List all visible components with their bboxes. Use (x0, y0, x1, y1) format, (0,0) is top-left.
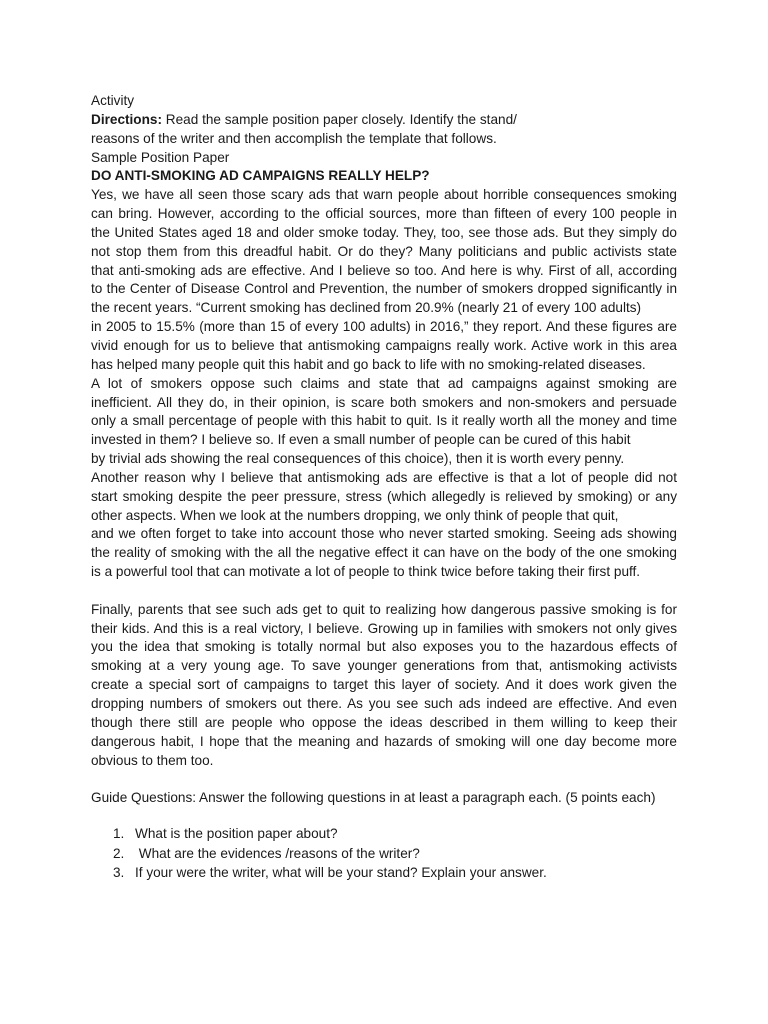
paragraph-line: can bring. However, according to the official sources, more than fifteen of every 100 people in (91, 206, 677, 222)
paragraph-line: the recent years. “Current smoking has declined from 20.9% (nearly 21 of every 100 adults) (91, 300, 642, 316)
paragraph-line: is a powerful tool that can motivate a lot of people to think twice before taking their first puff. (91, 564, 641, 580)
paragraph-line: smoking at a very young age. To save younger generations from that, antismoking activists (91, 658, 677, 674)
paragraph-line: to the Center of Disease Control and Prevention, the number of smokers dropped significantly in (91, 281, 677, 297)
paragraph-line: inefficient. All they do, in their opinion, is scare both smokers and non-smokers and persuade (91, 394, 677, 410)
list-item (91, 824, 677, 844)
paragraph-spacer (91, 582, 677, 601)
paragraph-line: A lot of smokers oppose such claims and state that ad campaigns against smoking are (91, 375, 677, 391)
directions-label: Directions: (91, 111, 163, 127)
paragraph-spacer (91, 770, 677, 789)
question-text: If your were the writer, what will be your stand? Explain your answer. (135, 865, 547, 881)
question-text: What is the position paper about? (135, 826, 338, 842)
paragraph-line: in 2005 to 15.5% (more than 15 of every 100 adults) in 2016,” they report. And these figures are (91, 319, 677, 335)
question-number: 1. (113, 826, 125, 842)
directions-line-1 (91, 111, 677, 130)
list-item (91, 863, 677, 883)
paragraph-line: Another reason why I believe that antismoking ads are effective is that a lot of people did not (91, 469, 677, 485)
directions-line-2: reasons of the writer and then accomplish the template that follows. (91, 130, 497, 146)
paragraph-line: and we often forget to take into account those who never started smoking. Seeing ads showing (91, 526, 677, 542)
paragraph-line: Finally, parents that see such ads get to quit to realizing how dangerous passive smoking is for (91, 601, 677, 617)
paragraph-line: not stop them from this dreadful habit. Or do they? Many politicians and public activists state (91, 243, 677, 259)
paragraph-line: you the idea that smoking is totally normal but also exposes you to the hazardous effects of (91, 639, 677, 655)
activity-label: Activity (91, 93, 135, 108)
paragraph-line: by trivial ads showing the real consequences of this choice), then it is worth every penny. (91, 451, 625, 467)
paragraph-4 (91, 601, 677, 771)
paragraph-line: Yes, we have all seen those scary ads that warn people about horrible consequences smoking (91, 187, 677, 203)
paragraph-line: that anti-smoking ads are effective. And I believe so too. And here is why. First of all, according (91, 262, 677, 278)
paragraph-2 (91, 375, 677, 469)
question-text: What are the evidences /reasons of the writer? (135, 845, 420, 861)
question-number: 3. (113, 865, 125, 881)
paragraph-line: dropping numbers of smokers out there. As you see such ads indeed are effective. And even (91, 696, 677, 711)
paragraph-line: the United States aged 18 and older smoke today. They, too, see those ads. But they simply do (91, 224, 677, 240)
document-page (91, 92, 677, 883)
paragraph-line: only a small percentage of people with this habit to quit. Is it really worth all the money and time (91, 413, 677, 429)
question-number: 2. (113, 845, 125, 861)
paper-title: DO ANTI-SMOKING AD CAMPAIGNS REALLY HELP? (91, 168, 430, 184)
paragraph-line: create a special sort of campaigns to target this layer of society. And it does work given the (91, 677, 677, 693)
paragraph-line: invested in them? I believe so. If even a small number of people can be cured of this habit (91, 432, 631, 448)
paragraph-line: dangerous habit, I hope that the meaning and hazards of smoking will one day become more (91, 733, 677, 749)
paragraph-line: obvious to them too. (91, 752, 214, 768)
paragraph-line: vivid enough for us to believe that antismoking campaigns really work. Active work in this area (91, 337, 677, 353)
paragraph-3 (91, 469, 677, 582)
list-spacer (91, 808, 677, 824)
guide-questions-list (91, 824, 677, 883)
guide-questions-intro: Guide Questions: Answer the following questions in at least a paragraph each. (5 points each) (91, 790, 656, 806)
paragraph-line: their kids. And this is a real victory, I believe. Growing up in families with smokers not only gives (91, 620, 677, 636)
directions-text-1: Read the sample position paper closely. Identify the stand/ (162, 111, 517, 127)
sample-label: Sample Position Paper (91, 149, 230, 165)
paragraph-line: other aspects. When we look at the numbers dropping, we only think of people that quit, (91, 507, 619, 523)
paragraph-line: has helped many people quit this habit and go back to life with no smoking-related diseases. (91, 356, 646, 372)
paragraph-1 (91, 186, 677, 374)
paragraph-line: start smoking despite the peer pressure, stress (which allegedly is relieved by smoking) or any (91, 488, 677, 504)
paragraph-line: the reality of smoking with the all the negative effect it can have on the body of the one smoking (91, 545, 677, 561)
list-item (91, 844, 677, 864)
paragraph-line: though there still are people who oppose the ideas described in them willing to keep their (91, 714, 677, 730)
